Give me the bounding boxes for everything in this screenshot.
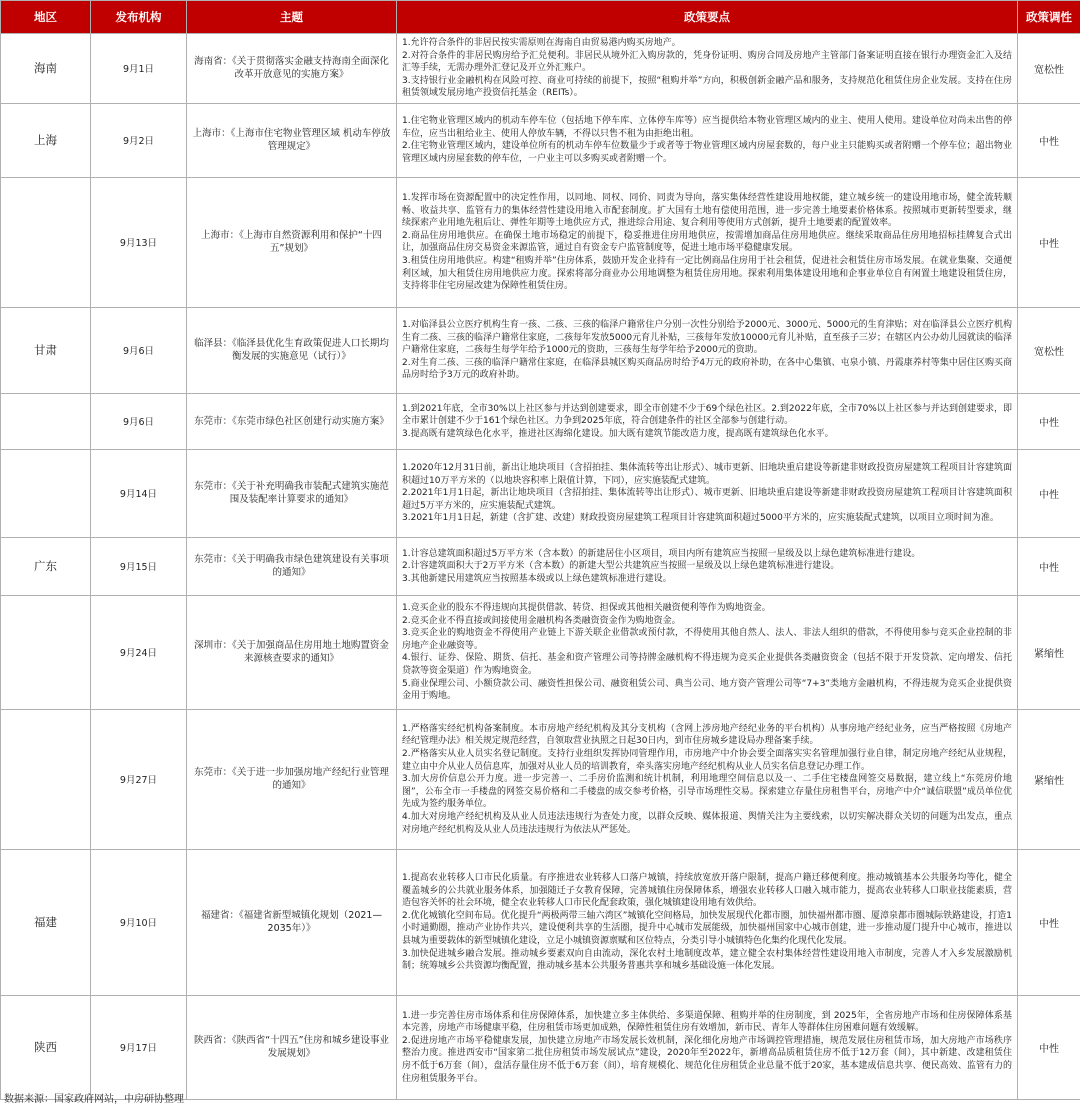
policy-point: 2.促进房地产市场平稳健康发展，加快建立房地产市场发展长效机制，深化细化房地产市场调控管理措施，规范发展住房租赁市场，加大房地产市场秩序整治力度。推进西安市“国家第二批住房租赁市场发展试点”建设，2020年至2022年，新增高品质租赁住房不低于12万套（间），其中新建、改建租赁住房不低于6万套（间），盘活存量住房不低于6万套（间），培育规模化、规范化住房租赁企业总量不低于20家，基本建成信息共享、便民高效、监管有力的住房租赁服务平台。 <box>402 1035 1012 1084</box>
policy-point: 3.其他新建民用建筑应当按照基本级或以上绿色建筑标准进行建设。 <box>402 573 672 584</box>
policy-point: 1.发挥市场在资源配置中的决定性作用，以同地、同权、同价、同责为导向，落实集体经营性建设用地权能，建立城乡统一的建设用地市场，健全流转顺畅、收益共享、监管有力的集体经营性建设用地入市配套制度。扩大国有土地有偿使用范围，进一步完善土地要素价格体系。按照城市更新转型要求，继续探索产业用地先租后让、弹性年期等土地供应方式，推进综合用途、复合利用等使用方式创新，提升土地要素的配置效率。 <box>402 193 1012 229</box>
region-cell: 福建 <box>1 849 91 995</box>
topic-cell: 上海市：《上海市住宅物业管理区域 机动车停放管理规定》 <box>187 103 397 177</box>
policy-tone-cell: 中性 <box>1018 393 1080 449</box>
policy-point: 4.加大对房地产经纪机构及从业人员违法违规行为查处力度，以群众反映、媒体报道、舆情关注为主要线索，以切实解决群众关切的问题为出发点，重点对房地产经纪机构及从业人员违法违规行为依法从严惩处。 <box>402 811 1012 835</box>
policy-point: 3.竞买企业的购地资金不得使用产业链上下游关联企业借款或预付款，不得使用其他自然人、法人、非法人组织的借款，不得使用参与竞买企业控制的非房地产企业融资等。 <box>402 628 1012 651</box>
policy-point: 1.对临泽县公立医疗机构生育一孩、二孩、三孩的临泽户籍常住户分别一次性分别给予2000元、3000元、5000元的生育津贴；对在临泽县公立医疗机构生育二孩、三孩的临泽户籍常住家庭，二孩每年发放5000元育儿补贴，三孩每年发放10000元育儿补贴，直至孩子三岁；在辖区内公办幼儿园就读的临泽户籍常住家庭，二孩每生每学年给予1000元的资助，三孩每生每学年给予2000元的资助。 <box>402 319 1012 356</box>
topic-cell: 福建省：《福建省新型城镇化规划（2021—2035年）》 <box>187 849 397 995</box>
policy-tone-cell: 宽松性 <box>1018 34 1080 104</box>
policy-point: 2.2021年1月1日起，新出让地块项目（含招拍挂、集体流转等出让形式）、城市更新、旧地块重启建设等新建非财政投资房屋建筑工程项目计容建筑面积超过5万平方米的，应实施装配式建筑。 <box>402 488 1012 511</box>
topic-cell: 东莞市：《关于补充明确我市装配式建筑实施范围及装配率计算要求的通知》 <box>187 449 397 537</box>
policy-points-cell <box>397 307 1018 393</box>
topic-cell: 东莞市：《关于明确我市绿色建筑建设有关事项的通知》 <box>187 537 397 595</box>
policy-point: 2.商品住房用地供应。在确保土地市场稳定的前提下，稳妥推进住房用地供应，按需增加商品住房用地供应。继续采取商品住房用地招标挂牌复合式出让，加强商品住房交易资金来源监管，通过自有资金专户监管制度等，促进土地市场平稳健康发展。 <box>402 230 1012 254</box>
publish-date-cell: 9月2日 <box>91 103 187 177</box>
policy-point: 1.到2021年底，全市30%以上社区参与并达到创建要求，即全市创建不少于69个绿色社区。2.到2022年底，全市70%以上社区参与并达到创建要求，即全市累计创建不少于161个绿色社区。力争到2025年底，符合创建条件的社区全部参与创建行动。 <box>402 403 1012 427</box>
region-cell <box>1 177 91 307</box>
topic-cell: 东莞市：《东莞市绿色社区创建行动实施方案》 <box>187 393 397 449</box>
policy-point: 1.进一步完善住房市场体系和住房保障体系，加快建立多主体供给、多渠道保障、租购并举的住房制度，到 2025年，全省房地产市场和住房保障体系基本完善，房地产市场健康平稳，住房租赁市场更加成熟，保障性租赁住房有效增加，新市民、青年人等群体住房困难问题有效缓解。 <box>402 1010 1012 1034</box>
table-row <box>1 449 1080 537</box>
table-row <box>1 34 1080 104</box>
policy-point: 2.对生育二孩、三孩的临泽户籍常住家庭，在临泽县城区购买商品房时给予4万元的政府补助，在各中心集镇、屯泉小镇、丹霞康养村等集中居住区购买商品房时给予3万元的政府补助。 <box>402 357 1012 381</box>
table-row <box>1 393 1080 449</box>
header-policy-points: 政策要点 <box>397 1 1018 34</box>
policy-tone-cell: 宽松性 <box>1018 307 1080 393</box>
policy-point: 1.2020年12月31日前，新出让地块项目（含招拍挂、集体流转等出让形式）、城市更新、旧地块重启建设等新建非财政投资房屋建筑工程项目计容建筑面积超过10万平方米的（以地块容积率上限值计算，下同），应实施装配式建筑。 <box>402 462 1012 486</box>
region-cell: 广东 <box>1 537 91 595</box>
data-source-note: 数据来源：国家政府网站，中房研协整理 <box>4 1094 184 1105</box>
policy-point: 1.计容总建筑面积超过5万平方米（含本数）的新建居住小区项目，项目内所有建筑应当按照一星级及以上绿色建筑标准进行建设。 <box>402 548 921 559</box>
policy-point: 2.优化城镇化空间布局。优化提升“两极两带三轴六湾区”城镇化空间格局，加快发展现代化都市圈，加快福州都市圈、厦漳泉都市圈城际铁路建设，打造1小时通勤圈，推动产业协作共兴，建设便利共享的生活圈，提升中心城市发展能级，加快福州国家中心城市创建，进一步推动厦门提升中心城市，推进以县城为重要载体的新型城镇化建设，立足小城镇资源禀赋和区位特点，分类引导小城镇特色化集约化现代化发展。 <box>402 910 1012 947</box>
table-row <box>1 849 1080 995</box>
policy-points-cell <box>397 709 1018 849</box>
policy-point: 3.租赁住房用地供应。构建“租购并举”住房体系，鼓励开发企业持有一定比例商品住房用于社会租赁，促进社会租赁住房市场发展。在就业集聚、交通便利区域，加大租赁住房用地供应力度。探索将部分商业办公用地调整为租赁住房用地。探索利用集体建设用地和企事业单位自有闲置土地建设租赁住房，支持将非住宅房屋改建为保障性租赁住房。 <box>402 256 1012 292</box>
policy-tone-cell: 中性 <box>1018 177 1080 307</box>
publish-date-cell: 9月6日 <box>91 307 187 393</box>
header-region: 地区 <box>1 1 91 34</box>
policy-point: 2.计容建筑面积大于2万平方米（含本数）的新建大型公共建筑应当按照一星级及以上绿色建筑标准进行建设。 <box>402 561 840 572</box>
table-row <box>1 307 1080 393</box>
publish-date-cell: 9月14日 <box>91 449 187 537</box>
policy-tone-cell: 紧缩性 <box>1018 595 1080 709</box>
policy-point: 3.加快促进城乡融合发展。推动城乡要素双向自由流动，深化农村土地制度改革，建立健全农村集体经营性建设用地入市制度，完善人才入乡发展激励机制；统筹城乡公共资源均衡配置，推动城乡基本公共服务普惠共享和城乡基础设施一体化发展。 <box>402 948 1012 972</box>
table-header-row <box>1 1 1080 34</box>
policy-points-cell <box>397 34 1018 104</box>
table-row <box>1 709 1080 849</box>
publish-date-cell: 9月24日 <box>91 595 187 709</box>
policy-point: 5.商业保理公司、小额贷款公司、融资性担保公司、融资租赁公司、典当公司、地方资产管理公司等“7+3”类地方金融机构，不得违规为竞买企业提供资金用于购地。 <box>402 678 1012 702</box>
topic-cell: 海南省：《关于贯彻落实金融支持海南全面深化改革开放意见的实施方案》 <box>187 34 397 104</box>
publish-date-cell: 9月10日 <box>91 849 187 995</box>
table-row <box>1 537 1080 595</box>
publish-date-cell: 9月27日 <box>91 709 187 849</box>
publish-date-cell: 9月15日 <box>91 537 187 595</box>
policy-tone-cell: 中性 <box>1018 995 1080 1099</box>
policy-point: 1.提高农业转移人口市民化质量。有序推进农业转移人口落户城镇，持续放宽放开落户限制，提高户籍迁移便利度。推动城镇基本公共服务均等化，健全覆盖城乡的公共就业服务体系，加强随迁子女教育保障，完善城镇住房保障体系，增强农业转移人口融入城市能力，提高农业转移人口职业技能素质，营造包容关怀的社会环境，健全农业转移人口市民化配套政策，强化城镇建设用地有效供给。 <box>402 873 1012 909</box>
policy-point: 4.银行、证券、保险、期货、信托、基金和资产管理公司等持牌金融机构不得违规为竞买企业提供各类融资资金（包括不限于开发贷款、定向增发、信托贷款等资金渠道）作为购地资金。 <box>402 653 1012 677</box>
publish-date-cell: 9月13日 <box>91 177 187 307</box>
policy-tone-cell: 中性 <box>1018 103 1080 177</box>
policy-point: 3.加大房价信息公开力度。进一步完善一、二手房价监测和统计机制，利用地理空间信息以及一、二手住宅楼盘网签交易数据，建立线上“东莞房价地图”，公布全市一手楼盘的网签交易价格和二手楼盘的成交参考价格，引导市场理性交易。探索建立存量住房租售平台，房地产中介“诚信联盟”成员单位优先成为签约服务单位。 <box>402 774 1012 810</box>
policy-point: 3.2021年1月1日起，新建（含扩建、改建）财政投资房屋建筑工程项目计容建筑面积超过5000平方米的，应实施装配式建筑，以项目立项时间为准。 <box>402 513 999 524</box>
policy-points-cell <box>397 393 1018 449</box>
region-cell <box>1 709 91 849</box>
table-row <box>1 103 1080 177</box>
policy-point: 2.严格落实从业人员实名登记制度。支持行业组织发挥协同管理作用，市房地产中介协会要全面落实实名管理加强行业自律，制定房地产经纪从业规程，建立由中介从业人员信息库，加强对从业人员的培训教育，牵头落实房地产经纪机构从业人员实名信息登记办理工作。 <box>402 748 1012 772</box>
header-publisher: 发布机构 <box>91 1 187 34</box>
policy-point: 2.对符合条件的非居民购房给予汇兑便利。非居民从境外汇入购房款的，凭身份证明、购房合同及房地产主管部门备案证明直接在银行办理资金汇入及结汇等手续，无需办理外汇登记及开立外汇账户。 <box>402 50 1012 74</box>
policy-points-cell <box>397 449 1018 537</box>
publish-date-cell: 9月17日 <box>91 995 187 1099</box>
policy-points-cell <box>397 995 1018 1099</box>
table-row <box>1 595 1080 709</box>
topic-cell: 深圳市：《关于加强商品住房用地土地购置资金来源核查要求的通知》 <box>187 595 397 709</box>
policy-points-cell <box>397 103 1018 177</box>
policy-point: 3.支持银行业金融机构在风险可控、商业可持续的前提下，按照“租购并举”方向，积极创新金融产品和服务，支持规范化租赁住房企业发展。支持在住房租赁领域发展房地产投资信托基金（REITs）。 <box>402 75 1012 99</box>
publish-date-cell: 9月1日 <box>91 34 187 104</box>
policy-tone-cell: 中性 <box>1018 537 1080 595</box>
topic-cell: 陕西省：《陕西省“十四五”住房和城乡建设事业发展规划》 <box>187 995 397 1099</box>
table-row <box>1 995 1080 1099</box>
policy-point: 1.竞买企业的股东不得违规向其提供借款、转贷、担保或其他相关融资便利等作为购地资金。 <box>402 603 771 614</box>
region-cell <box>1 393 91 449</box>
topic-cell: 上海市：《上海市自然资源利用和保护“十四五”规划》 <box>187 177 397 307</box>
header-topic: 主题 <box>187 1 397 34</box>
region-cell: 甘肃 <box>1 307 91 393</box>
region-cell: 海南 <box>1 34 91 104</box>
policy-tone-cell: 中性 <box>1018 849 1080 995</box>
policy-point: 2.竞买企业不得直接或间接使用金融机构各类融资资金作为购地资金。 <box>402 615 681 626</box>
policy-point: 1.允许符合条件的非居民按实需原则在海南自由贸易港内购买房地产。 <box>402 38 681 48</box>
table-row <box>1 177 1080 307</box>
topic-cell: 临泽县：《临泽县优化生育政策促进人口长期均衡发展的实施意见（试行）》 <box>187 307 397 393</box>
region-cell <box>1 595 91 709</box>
policy-tone-cell: 中性 <box>1018 449 1080 537</box>
region-cell: 陕西 <box>1 995 91 1099</box>
region-cell: 上海 <box>1 103 91 177</box>
policy-point: 1.严格落实经纪机构备案制度。本市房地产经纪机构及其分支机构（含网上涉房地产经纪业务的平台机构）从事房地产经纪业务，应当严格按照《房地产经纪管理办法》相关规定规范经营，自领取营业执照之日起30日内，到市住房城乡建设局办理备案手续。 <box>402 723 1012 747</box>
policy-points-cell <box>397 177 1018 307</box>
policy-points-cell <box>397 849 1018 995</box>
region-cell <box>1 449 91 537</box>
publish-date-cell: 9月6日 <box>91 393 187 449</box>
policy-points-cell <box>397 595 1018 709</box>
policy-point: 3.提高既有建筑绿色化水平，推进社区海绵化建设。加大既有建筑节能改造力度，提高既有建筑绿色化水平。 <box>402 428 834 439</box>
policy-tone-cell: 紧缩性 <box>1018 709 1080 849</box>
topic-cell: 东莞市：《关于进一步加强房地产经纪行业管理的通知》 <box>187 709 397 849</box>
policy-point: 1.住宅物业管理区域内的机动车停车位（包括地下停车库、立体停车库等）应当提供给本物业管理区域内的业主、使用人使用。建设单位对尚未出售的停车位，应当出租给业主、使用人停放车辆，不得以只售不租为由拒绝出租。 <box>402 116 1012 139</box>
policy-points-cell <box>397 537 1018 595</box>
policy-point: 2.住宅物业管理区域内，建设单位所有的机动车停车位数量少于或者等于物业管理区域内房屋套数的，每户业主只能购买或者附赠一个停车位；超出物业管理区域内房屋套数的停车位，一户业主可以多购买或者附赠一个。 <box>402 141 1012 165</box>
header-policy-tone: 政策调性 <box>1018 1 1080 34</box>
